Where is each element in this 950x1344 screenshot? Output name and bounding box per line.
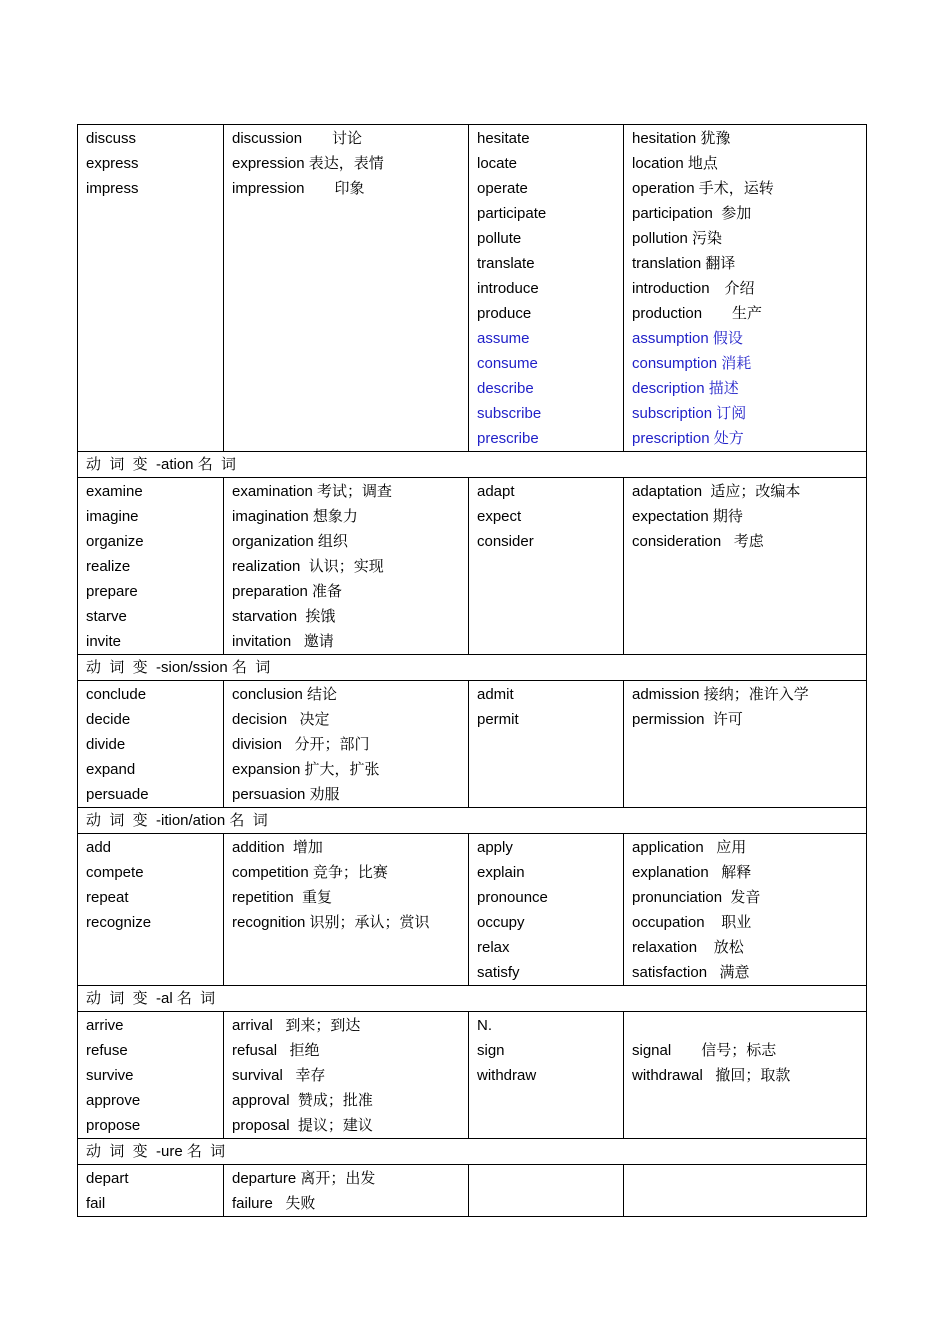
noun-word-definition: hesitation 犹豫	[632, 130, 731, 147]
noun-column-cell	[224, 125, 469, 452]
verb-word: approve	[86, 1092, 141, 1109]
verb-word: consume	[477, 355, 538, 372]
section-header-row	[78, 808, 867, 834]
verb-column-cell	[78, 834, 224, 986]
verb-word: decide	[86, 711, 131, 728]
noun-word-definition: withdrawal 撤回；取款	[632, 1067, 791, 1084]
noun-word-definition: realization 认识；实现	[232, 558, 384, 575]
verb-column-cell	[78, 1165, 224, 1217]
section-header-row	[78, 655, 867, 681]
verb-word: recognize	[86, 914, 152, 931]
section-header-row	[78, 986, 867, 1012]
verb-column-cell-right	[469, 681, 624, 808]
noun-word-definition: occupation 职业	[632, 914, 752, 931]
noun-column-cell	[224, 1012, 469, 1139]
verb-word: invite	[86, 633, 122, 650]
noun-column-cell-right	[624, 681, 867, 808]
noun-word-definition: survival 幸存	[232, 1067, 326, 1084]
noun-word-definition: translation 翻译	[632, 255, 736, 272]
noun-word-definition: preparation 准备	[232, 583, 343, 600]
verb-word: compete	[86, 864, 144, 881]
noun-word-definition: discussion 讨论	[232, 130, 363, 147]
noun-word-definition: signal 信号；标志	[632, 1042, 777, 1059]
noun-word-definition: description 描述	[632, 380, 739, 397]
noun-column-cell-right	[624, 834, 867, 986]
verb-word: prepare	[86, 583, 138, 600]
noun-word-definition: satisfaction 满意	[632, 964, 750, 981]
verb-column-cell-right	[469, 478, 624, 655]
noun-word-definition: decision 决定	[232, 711, 330, 728]
verb-word: add	[86, 839, 112, 856]
noun-column-cell-right	[624, 125, 867, 452]
noun-column-cell	[224, 1165, 469, 1217]
verb-word: organize	[86, 533, 144, 550]
noun-column-cell-right	[624, 1165, 867, 1217]
verb-column-cell	[78, 478, 224, 655]
section-header: 动 词 变 -sion/ssion 名 词	[78, 655, 867, 681]
noun-word-definition: pollution 污染	[632, 230, 723, 247]
verb-word: conclude	[86, 686, 147, 703]
verb-word: propose	[86, 1117, 141, 1134]
noun-word-definition: repetition 重复	[232, 889, 333, 906]
verb-word: examine	[86, 483, 143, 500]
verb-word: introduce	[477, 280, 539, 297]
verb-word: consider	[477, 533, 534, 550]
noun-column-cell	[224, 478, 469, 655]
section-header: 动 词 变 -ition/ation 名 词	[78, 808, 867, 834]
word-row	[78, 681, 867, 808]
noun-word-definition: application 应用	[632, 839, 747, 856]
noun-word-definition: expression 表达，表情	[232, 155, 384, 172]
verb-word: depart	[86, 1170, 129, 1187]
noun-word-definition: competition 竞争；比赛	[232, 864, 388, 881]
section-header-row	[78, 452, 867, 478]
noun-word-definition: organization 组织	[232, 533, 348, 550]
noun-word-definition: assumption 假设	[632, 330, 743, 347]
verb-word: translate	[477, 255, 535, 272]
noun-word-definition: approval 赞成；批准	[232, 1092, 373, 1109]
noun-word-definition: participation 参加	[632, 205, 752, 222]
word-row	[78, 1165, 867, 1217]
verb-word: apply	[477, 839, 513, 856]
noun-word-definition: production 生产	[632, 305, 763, 322]
verb-word: realize	[86, 558, 131, 575]
noun-word-definition: arrival 到来；到达	[232, 1017, 361, 1034]
noun-word-definition: persuasion 劝服	[232, 786, 340, 803]
noun-word-definition: admission 接纳；准许入学	[632, 686, 809, 703]
noun-word-definition: pronunciation 发音	[632, 889, 761, 906]
verb-word: satisfy	[477, 964, 520, 981]
noun-column-cell	[224, 681, 469, 808]
noun-word-definition: recognition 识别；承认；赏识	[232, 914, 430, 931]
vocabulary-table	[77, 124, 867, 1217]
vocabulary-table-body	[78, 125, 867, 1217]
noun-word-definition: addition 增加	[232, 839, 323, 856]
verb-word: expand	[86, 761, 136, 778]
verb-word: pronounce	[477, 889, 548, 906]
noun-word-definition: departure 离开；出发	[232, 1170, 376, 1187]
section-header-row	[78, 1139, 867, 1165]
verb-word: repeat	[86, 889, 129, 906]
verb-word: express	[86, 155, 139, 172]
section-header: 动 词 变 -ure 名 词	[78, 1139, 867, 1165]
noun-word-definition: invitation 邀请	[232, 633, 334, 650]
verb-word: impress	[86, 180, 139, 197]
verb-word: admit	[477, 686, 514, 703]
verb-word: expect	[477, 508, 522, 525]
verb-word: fail	[86, 1195, 106, 1212]
noun-word-definition: expansion 扩大，扩张	[232, 761, 380, 778]
word-row	[78, 1012, 867, 1139]
verb-column-cell-right	[469, 1012, 624, 1139]
verb-column-cell-right	[469, 1165, 624, 1217]
section-header: 动 词 变 -ation 名 词	[78, 452, 867, 478]
noun-word-definition: imagination 想象力	[232, 508, 358, 525]
verb-word: relax	[477, 939, 510, 956]
noun-word-definition: location 地点	[632, 155, 718, 172]
noun-word-definition: adaptation 适应；改编本	[632, 483, 801, 500]
noun-word-definition	[632, 1013, 858, 1038]
word-row	[78, 125, 867, 452]
verb-column-cell	[78, 125, 224, 452]
noun-word-definition: conclusion 结论	[232, 686, 338, 703]
section-header: 动 词 变 -al 名 词	[78, 986, 867, 1012]
noun-word-definition: starvation 挨饿	[232, 608, 336, 625]
verb-word: adapt	[477, 483, 515, 500]
verb-word: occupy	[477, 914, 525, 931]
noun-word-definition: examination 考试；调查	[232, 483, 393, 500]
noun-word-definition: refusal 拒绝	[232, 1042, 320, 1059]
verb-word: subscribe	[477, 405, 542, 422]
verb-word: starve	[86, 608, 127, 625]
verb-word: imagine	[86, 508, 139, 525]
verb-word: divide	[86, 736, 126, 753]
verb-word: produce	[477, 305, 532, 322]
noun-word-definition: explanation 解释	[632, 864, 752, 881]
word-row	[78, 478, 867, 655]
noun-column-cell	[224, 834, 469, 986]
verb-word: pollute	[477, 230, 522, 247]
verb-word: arrive	[86, 1017, 124, 1034]
noun-word-definition: impression 印象	[232, 180, 365, 197]
noun-word-definition: division 分开；部门	[232, 736, 370, 753]
noun-word-definition: permission 许可	[632, 711, 743, 728]
verb-word: withdraw	[477, 1067, 537, 1084]
noun-word-definition: consumption 消耗	[632, 355, 752, 372]
verb-word: participate	[477, 205, 547, 222]
noun-column-cell-right	[624, 1012, 867, 1139]
verb-word: N.	[477, 1017, 492, 1034]
noun-column-cell-right	[624, 478, 867, 655]
noun-word-definition: operation 手术，运转	[632, 180, 774, 197]
verb-word: explain	[477, 864, 525, 881]
verb-word: assume	[477, 330, 530, 347]
verb-word: survive	[86, 1067, 134, 1084]
verb-word: refuse	[86, 1042, 128, 1059]
noun-word-definition: relaxation 放松	[632, 939, 744, 956]
verb-word: locate	[477, 155, 518, 172]
verb-word: sign	[477, 1042, 505, 1059]
verb-word: permit	[477, 711, 519, 728]
verb-column-cell-right	[469, 834, 624, 986]
noun-word-definition: expectation 期待	[632, 508, 743, 525]
verb-word: operate	[477, 180, 528, 197]
noun-word-definition: failure 失败	[232, 1195, 316, 1212]
noun-word-definition: prescription 处方	[632, 430, 744, 447]
verb-word: hesitate	[477, 130, 530, 147]
noun-word-definition: subscription 订阅	[632, 405, 747, 422]
noun-word-definition: proposal 提议；建议	[232, 1117, 373, 1134]
word-row	[78, 834, 867, 986]
verb-word: persuade	[86, 786, 149, 803]
verb-word: prescribe	[477, 430, 539, 447]
noun-word-definition: consideration 考虑	[632, 533, 764, 550]
verb-word: describe	[477, 380, 534, 397]
verb-column-cell	[78, 1012, 224, 1139]
verb-word: discuss	[86, 130, 137, 147]
verb-column-cell-right	[469, 125, 624, 452]
noun-word-definition: introduction 介绍	[632, 280, 755, 297]
verb-column-cell	[78, 681, 224, 808]
